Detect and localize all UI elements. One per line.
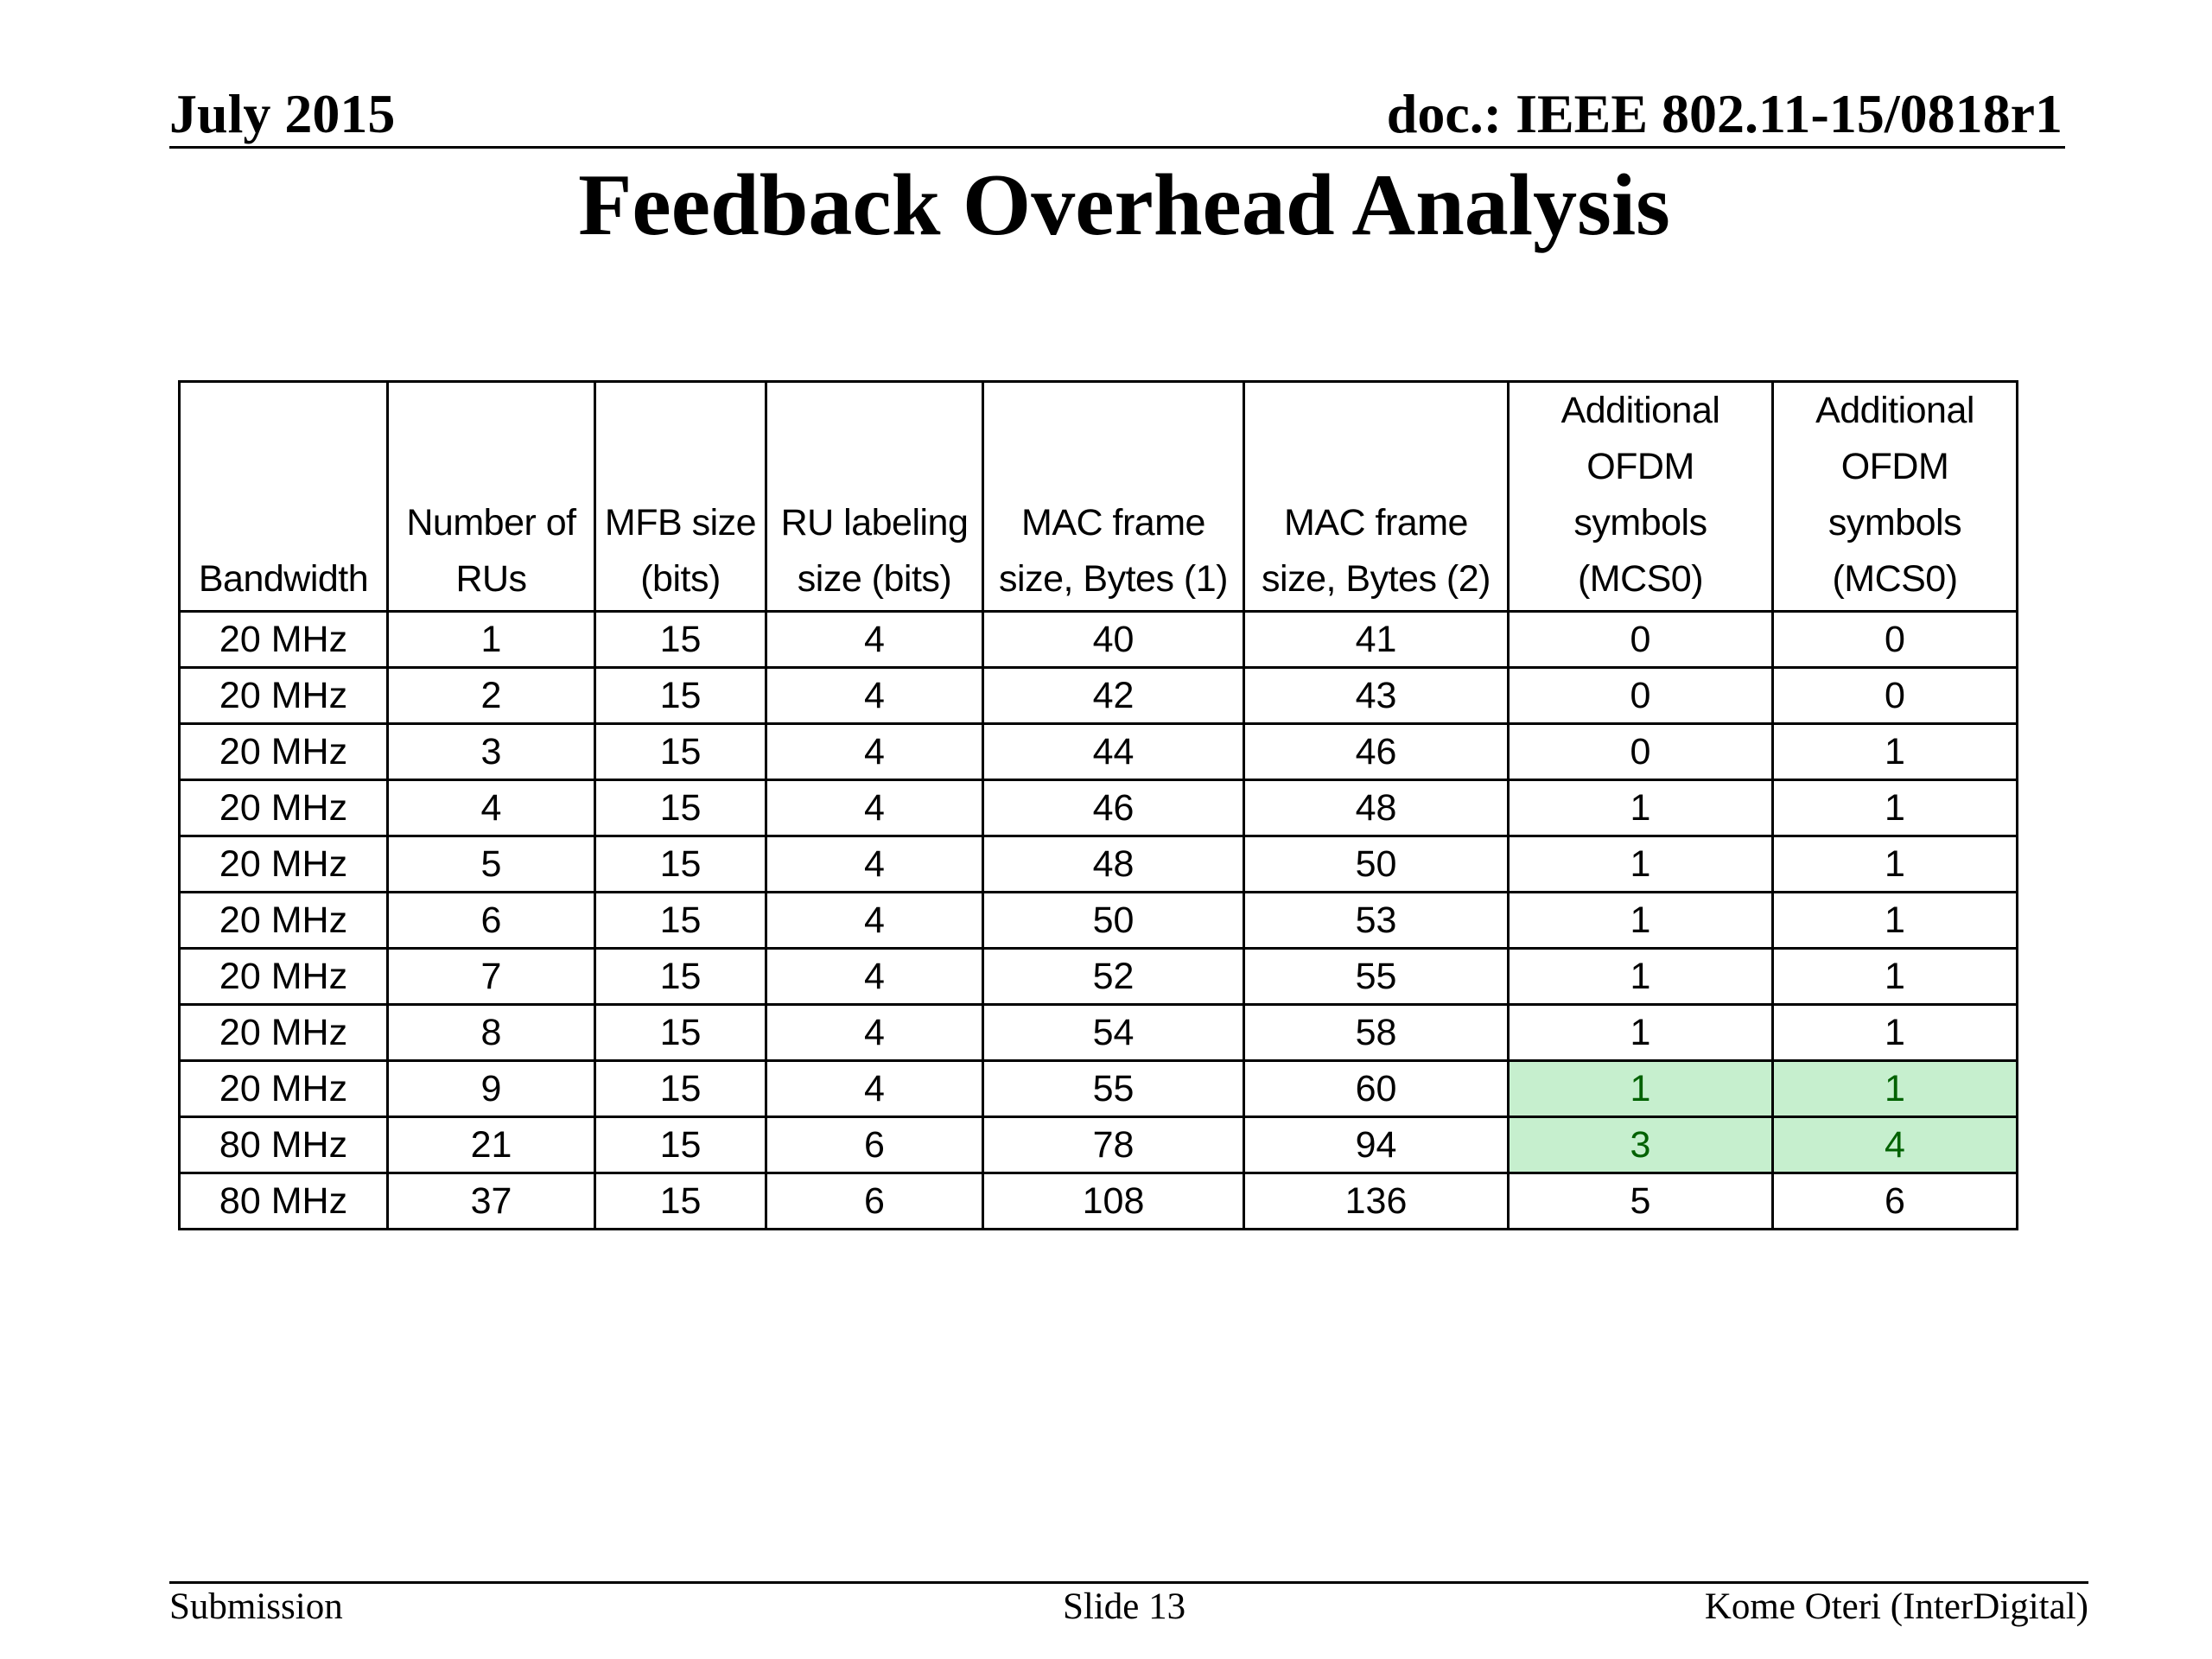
table-cell: 3 <box>1509 1117 1773 1173</box>
table-cell: 15 <box>595 780 766 836</box>
table-cell: 136 <box>1244 1173 1509 1230</box>
table-cell: 20 MHz <box>180 893 388 949</box>
table-cell: 15 <box>595 724 766 780</box>
table-cell: 54 <box>983 1005 1244 1061</box>
table-row <box>180 1061 2018 1117</box>
footer-author: Kome Oteri (InterDigital) <box>1704 1586 2088 1627</box>
table-cell: 1 <box>1509 1061 1773 1117</box>
table-cell: 15 <box>595 1173 766 1230</box>
table-cell: 94 <box>1244 1117 1509 1173</box>
table-cell: 80 MHz <box>180 1173 388 1230</box>
table-cell: 0 <box>1773 612 2018 668</box>
table-cell: 55 <box>983 1061 1244 1117</box>
table-cell: 4 <box>1773 1117 2018 1173</box>
table-cell: 15 <box>595 1005 766 1061</box>
table-row <box>180 780 2018 836</box>
table-cell: 15 <box>595 668 766 724</box>
table-row <box>180 1117 2018 1173</box>
table-cell: 20 MHz <box>180 724 388 780</box>
table-cell: 20 MHz <box>180 949 388 1005</box>
table-cell: 46 <box>983 780 1244 836</box>
table-cell: 58 <box>1244 1005 1509 1061</box>
table-cell: 8 <box>388 1005 595 1061</box>
table-row <box>180 668 2018 724</box>
column-header: Bandwidth <box>180 382 388 612</box>
table-cell: 6 <box>766 1117 983 1173</box>
footer-slide-number: Slide 13 <box>1063 1586 1186 1627</box>
table-row <box>180 724 2018 780</box>
table-cell: 4 <box>766 780 983 836</box>
table-cell: 1 <box>1509 1005 1773 1061</box>
table-cell: 1 <box>1773 1005 2018 1061</box>
table-cell: 60 <box>1244 1061 1509 1117</box>
table-cell: 46 <box>1244 724 1509 780</box>
table-cell: 4 <box>766 949 983 1005</box>
table-cell: 15 <box>595 612 766 668</box>
table-cell: 1 <box>1773 949 2018 1005</box>
table-cell: 7 <box>388 949 595 1005</box>
table-cell: 6 <box>388 893 595 949</box>
table-cell: 4 <box>766 724 983 780</box>
table-cell: 15 <box>595 893 766 949</box>
table-cell: 1 <box>388 612 595 668</box>
table-cell: 1 <box>1509 949 1773 1005</box>
table-cell: 0 <box>1509 612 1773 668</box>
table-cell: 4 <box>766 668 983 724</box>
table-cell: 0 <box>1509 668 1773 724</box>
table-cell: 20 MHz <box>180 612 388 668</box>
table-cell: 15 <box>595 1117 766 1173</box>
table-cell: 3 <box>388 724 595 780</box>
table-cell: 15 <box>595 949 766 1005</box>
table-cell: 20 MHz <box>180 668 388 724</box>
table-cell: 1 <box>1773 1061 2018 1117</box>
table-cell: 4 <box>766 1061 983 1117</box>
table-row <box>180 612 2018 668</box>
table-cell: 50 <box>1244 836 1509 893</box>
table-row <box>180 949 2018 1005</box>
table-cell: 20 MHz <box>180 780 388 836</box>
table-cell: 48 <box>983 836 1244 893</box>
table-row <box>180 893 2018 949</box>
table-row <box>180 836 2018 893</box>
table-cell: 40 <box>983 612 1244 668</box>
table-cell: 55 <box>1244 949 1509 1005</box>
table-cell: 44 <box>983 724 1244 780</box>
column-header: MAC frame size, Bytes (1) <box>983 382 1244 612</box>
table-cell: 80 MHz <box>180 1117 388 1173</box>
table-cell: 6 <box>1773 1173 2018 1230</box>
slide-title: Feedback Overhead Analysis <box>578 156 1670 254</box>
table-cell: 6 <box>766 1173 983 1230</box>
table-cell: 1 <box>1773 780 2018 836</box>
table-cell: 20 MHz <box>180 836 388 893</box>
table-cell: 42 <box>983 668 1244 724</box>
table-cell: 78 <box>983 1117 1244 1173</box>
column-header: Additional OFDM symbols (MCS0) <box>1773 382 2018 612</box>
table-row <box>180 1005 2018 1061</box>
table-cell: 21 <box>388 1117 595 1173</box>
table-cell: 1 <box>1509 836 1773 893</box>
table-cell: 5 <box>388 836 595 893</box>
header-date: July 2015 <box>169 83 396 144</box>
feedback-overhead-table <box>178 380 2018 1230</box>
table-cell: 52 <box>983 949 1244 1005</box>
table-cell: 4 <box>766 1005 983 1061</box>
table-cell: 53 <box>1244 893 1509 949</box>
table-cell: 1 <box>1773 893 2018 949</box>
table-cell: 20 MHz <box>180 1005 388 1061</box>
table-cell: 5 <box>1509 1173 1773 1230</box>
table-cell: 0 <box>1509 724 1773 780</box>
table-cell: 9 <box>388 1061 595 1117</box>
table-cell: 1 <box>1773 836 2018 893</box>
table-cell: 15 <box>595 836 766 893</box>
table-cell: 50 <box>983 893 1244 949</box>
column-header: Additional OFDM symbols (MCS0) <box>1509 382 1773 612</box>
table-cell: 48 <box>1244 780 1509 836</box>
table-cell: 108 <box>983 1173 1244 1230</box>
header-rule <box>169 146 2065 149</box>
column-header: MAC frame size, Bytes (2) <box>1244 382 1509 612</box>
table-cell: 15 <box>595 1061 766 1117</box>
column-header: MFB size (bits) <box>595 382 766 612</box>
table-cell: 1 <box>1509 780 1773 836</box>
table-cell: 41 <box>1244 612 1509 668</box>
table-cell: 37 <box>388 1173 595 1230</box>
footer-submission: Submission <box>169 1586 343 1627</box>
column-header: Number of RUs <box>388 382 595 612</box>
table-cell: 43 <box>1244 668 1509 724</box>
table-cell: 20 MHz <box>180 1061 388 1117</box>
table-cell: 4 <box>388 780 595 836</box>
table-cell: 4 <box>766 612 983 668</box>
table-header-row <box>180 382 2018 612</box>
table-row <box>180 1173 2018 1230</box>
table-cell: 1 <box>1773 724 2018 780</box>
table-cell: 4 <box>766 836 983 893</box>
table-cell: 1 <box>1509 893 1773 949</box>
header-doc-id: doc.: IEEE 802.11-15/0818r1 <box>1386 83 2063 144</box>
table-cell: 2 <box>388 668 595 724</box>
column-header: RU labeling size (bits) <box>766 382 983 612</box>
table-cell: 4 <box>766 893 983 949</box>
table-cell: 0 <box>1773 668 2018 724</box>
footer-rule <box>169 1581 2088 1584</box>
